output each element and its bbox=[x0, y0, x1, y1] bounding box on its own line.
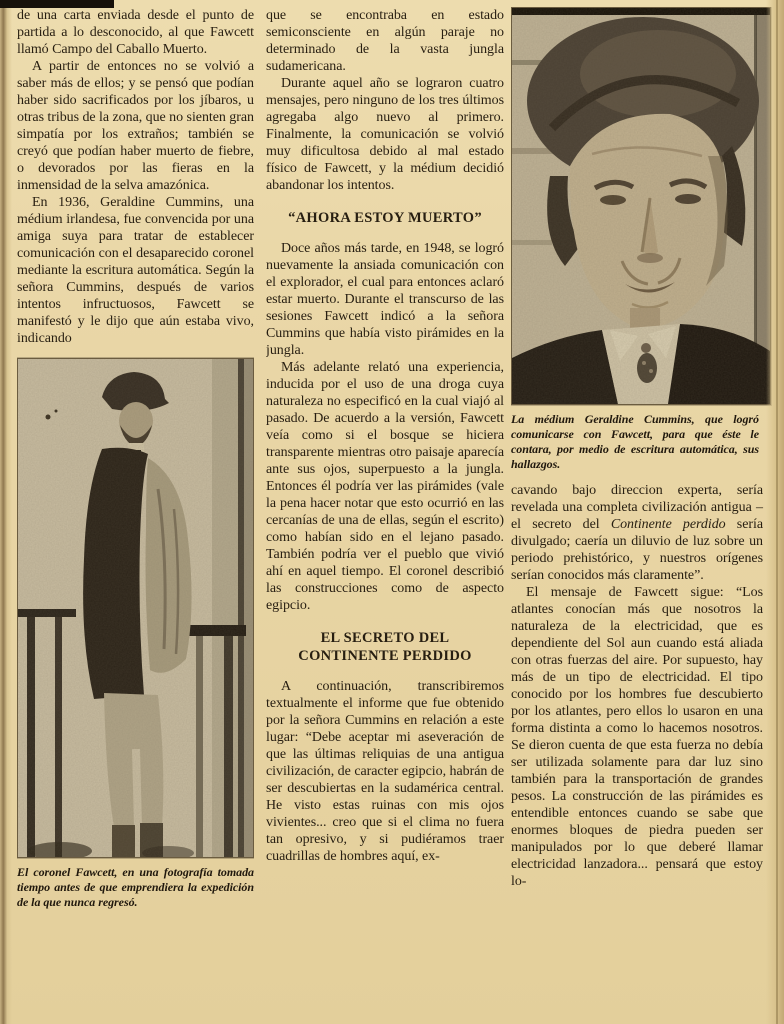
cummins-photo-caption: La médium Geraldine Cummins, que logró comunicarse con Fawcett, para que éste le contara, por medio de escritura automática, sus hallazgos. bbox=[511, 412, 759, 471]
paragraph: que se encontraba en estado semiconsciente en algún paraje no determinado de la vasta jungla sudamericana. bbox=[266, 8, 504, 74]
column-left bbox=[17, 7, 254, 1020]
paragraph: de una carta enviada desde el punto de partida a lo desconocido, al que Fawcett llamó Campo del Caballo Muerto. bbox=[17, 8, 254, 57]
cummins-photo-figure bbox=[511, 7, 773, 405]
cummins-photo bbox=[511, 7, 771, 405]
paragraph bbox=[511, 482, 773, 584]
column-middle bbox=[266, 7, 504, 1020]
fawcett-photo-figure bbox=[17, 358, 254, 858]
paragraph-text: sería divulgado; caería un diluvio de luz sobre un periodo prehistórico, y nuestros orígenes serían conocidos más claramente”. bbox=[511, 517, 763, 583]
scan-top-edge-bar bbox=[0, 0, 114, 8]
section-heading-ahora-estoy-muerto: “AHORA ESTOY MUERTO” bbox=[288, 210, 482, 226]
paragraph: Más adelante relató una experiencia, inducida por el uso de una droga cuya naturaleza no especificó en la cual viajó al pasado. De acuerdo a la versión, Fawcett veía como si el bosque se hiciera transparente mientras otro paisaje aparecía ante sus ojos, superpuesto a la jungla. Entonces él podría ver las pirámides (vale la pena hacer notar que esto ocurrió en las cercanías de una de ellas, según el escrito) como habían sido en el lejano pasado. También podría ver el pueblo que vivió ahí en aquel tiempo. El coronel describió las construcciones como de aspecto egipcio. bbox=[266, 360, 504, 613]
paragraph-text: cavando bajo direccion experta, sería revelada una completa civilización antigua –el secreto del bbox=[511, 483, 763, 532]
paragraph: En 1936, Geraldine Cummins, una médium irlandesa, fue convencida por una amiga suya para tratar de establecer comunicación con el desaparecido coronel mediante la escritura automática. Según la señora Cummins, después de varios intentos infructuosos, Fawcett se manifestó y le dijo que aún estaba vivo, indicando bbox=[17, 195, 254, 346]
column-right bbox=[511, 7, 773, 1020]
fawcett-photo-caption: El coronel Fawcett, en una fotografía tomada tiempo antes de que emprendiera la expedición de la que nunca regresó. bbox=[17, 865, 254, 909]
paragraph: Doce años más tarde, en 1948, se logró nuevamente la ansiada comunicación con el explorador, el cual para entonces aclaró estar muerto. Durante el transcurso de las sesiones Fawcett indicó a la señora Cummins que había visto pirámides en la jungla. bbox=[266, 241, 504, 358]
paragraph: A continuación, transcribiremos textualmente el informe que fue obtenido por la señora Cummins en relación a este lugar: “Debe aceptar mi aseveración de que las últimas reliquias de una antigua civilización, de caracter egipcio, habrán de ser descubiertas en la sudamérica central. He visto estas ruinas con mis ojos vivientes... creo que si el clima no fuera tan opresivo, y si pudiéramos traer cuadrillas de hombres aquí, ex- bbox=[266, 679, 504, 864]
page-spine-shadow bbox=[0, 0, 12, 1024]
paragraph: El mensaje de Fawcett sigue: “Los atlantes conocían más que nosotros la naturaleza de la electricidad, que es dependiente del Sol aun cuando está aliada con otras fuerzas del aire. Por supuesto, hay más de un tipo de electricidad. El tipo conocido por los hombres fue descubierto por los atlantes, pero ellos lo usaron en una forma distinta a como lo hacemos nosotros. Se dieron cuenta de que esta fuerza no debía ser utilizada solamente para dar luz sino también para la transportación de grandes pesos. La construcción de las pirámides es entendible entonces cuando se sabe que enormes bloques de piedra pueden ser manipulados por lo que deberé llamar electricidad lanzadora... pensará que estoy lo- bbox=[511, 585, 763, 889]
paragraph: Durante aquel año se lograron cuatro mensajes, pero ninguno de los tres últimos agregaba algo nuevo al primero. Finalmente, la comunicación se volvió muy dificultosa debido al mal estado físico de Fawcett, y la médium decidió abandonar los intentos. bbox=[266, 76, 504, 193]
fawcett-photo bbox=[17, 358, 254, 858]
section-heading-el-secreto-del-continente-perdido: EL SECRETO DEL CONTINENTE PERDIDO bbox=[298, 630, 472, 664]
italic-phrase-continente-perdido: Continente perdido bbox=[610, 517, 726, 532]
paragraph: A partir de entonces no se volvió a saber más de ellos; y se pensó que podían haber sido sacrificados por los jíbaros, u otras tribus de la zona, que no sienten gran simpatía por los extraños; también se creyó que podían haber muerto de fiebre, o devorados por las fieras en la inmensidad de la selva amazónica. bbox=[17, 59, 254, 193]
